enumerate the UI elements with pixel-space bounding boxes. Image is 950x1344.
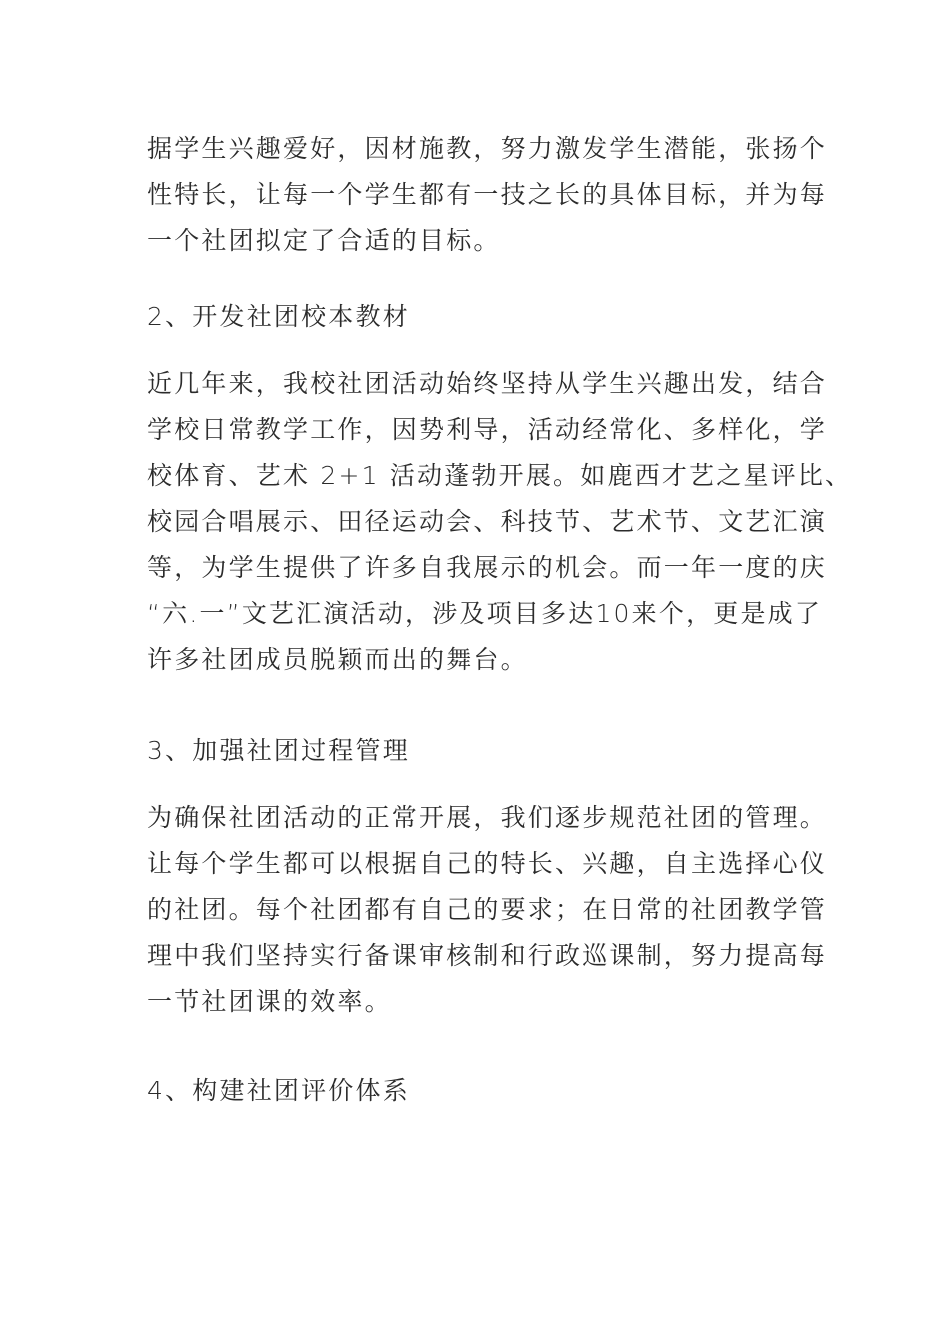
paragraph-line: 学校日常教学工作，因势利导，活动经常化、多样化，学 [147,415,828,444]
paragraph-line: 一节社团课的效率。 [147,987,392,1016]
section-heading: 2、开发社团校本教材 [147,302,410,331]
section-heading-2-block [147,294,812,340]
paragraph-line: 等，为学生提供了许多自我展示的机会。而一年一度的庆 [147,553,828,582]
paragraph-line: 性特长，让每一个学生都有一技之长的具体目标，并为每 [147,180,828,209]
paragraph-2 [147,361,853,683]
paragraph-line: 一个社团拟定了合适的目标。 [147,226,501,255]
section-heading: 4、构建社团评价体系 [147,1076,410,1105]
paragraph-line: 据学生兴趣爱好，因材施教，努力激发学生潜能，张扬个 [147,134,828,163]
paragraph-line: 的社团。每个社团都有自己的要求；在日常的社团教学管 [147,895,828,924]
paragraph-line: 为确保社团活动的正常开展，我们逐步规范社团的管理。 [147,803,828,832]
paragraph-line: 近几年来，我校社团活动始终坚持从学生兴趣出发，结合 [147,369,828,398]
paragraph-line: 校园合唱展示、田径运动会、科技节、艺术节、文艺汇演 [147,507,828,536]
section-heading: 3、加强社团过程管理 [147,736,410,765]
paragraph-line: 校体育、艺术 2+1 活动蓬勃开展。如鹿西才艺之星评比、 [147,461,853,490]
paragraph-line: “六.一”文艺汇演活动，涉及项目多达10来个，更是成了 [147,599,823,628]
section-heading-3-block [147,728,812,774]
paragraph-line: 让每个学生都可以根据自己的特长、兴趣，自主选择心仪 [147,849,828,878]
paragraph-line: 理中我们坚持实行备课审核制和行政巡课制，努力提高每 [147,941,828,970]
paragraph-3 [147,795,828,1025]
paragraph-intro [147,126,828,264]
section-heading-4-block [147,1068,812,1114]
paragraph-line: 许多社团成员脱颖而出的舞台。 [147,645,528,674]
